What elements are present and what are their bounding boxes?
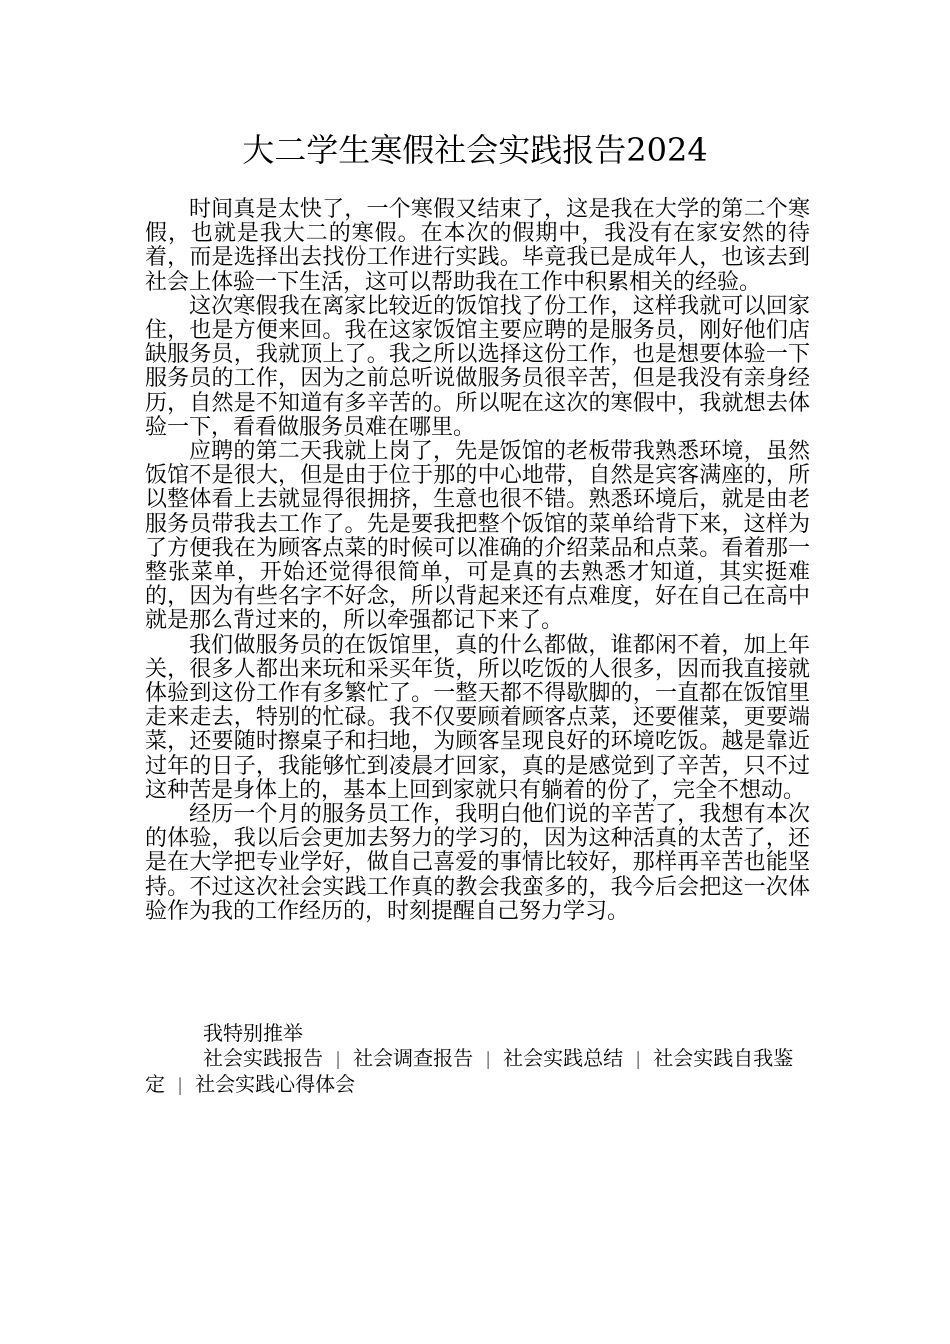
paragraph: 这次寒假我在离家比较近的饭馆找了份工作，这样我就可以回家住，也是方便来回。我在这家饭馆主要应聘的是服务员，刚好他们店缺服务员，我就顶上了。我之所以选择这份工作，也是想要体验一下服务员的工作，因为之前总听说做服务员很辛苦，但是我没有亲身经历，自然是不知道有多辛苦的。所以呢在这次的寒假中，我就想去体验一下，看看做服务员难在哪里。 [145, 293, 810, 440]
link-separator: | [177, 1075, 184, 1096]
paragraph: 我们做服务员的在饭馆里，真的什么都做，谁都闲不着，加上年关，很多人都出来玩和采买年货，所以吃饭的人很多，因而我直接就体验到这份工作有多繁忙了。一整天都不得歇脚的，一直都在饭馆里走来走去，特别的忙碌。我不仅要顾着顾客点菜，还要催菜，更要端菜，还要随时擦桌子和扫地，为顾客呈现良好的环境吃饭。越是靠近过年的日子，我能够忙到凌晨才回家，真的是感觉到了辛苦，只不过这种苦是身体上的，基本上回到家就只有躺着的份了，完全不想动。 [145, 632, 810, 803]
recommend-links [145, 1046, 810, 1098]
link-separator: | [635, 1049, 642, 1070]
link-separator: | [485, 1049, 492, 1070]
recommend-link-practice-summary[interactable]: 社会实践总结 [503, 1046, 624, 1070]
recommend-link-self-appraisal[interactable]: 社会实践自我鉴定 [145, 1046, 794, 1096]
paragraph: 时间真是太快了，一个寒假又结束了，这是我在大学的第二个寒假，也就是我大二的寒假。在本次的假期中，我没有在家安然的待着，而是选择出去找份工作进行实践。毕竟我已是成年人，也该去到社会上体验一下生活，这可以帮助我在工作中积累相关的经验。 [145, 197, 810, 295]
recommend-link-practice-report[interactable]: 社会实践报告 [203, 1046, 323, 1070]
link-separator: | [335, 1049, 342, 1070]
recommend-section [145, 1020, 810, 1098]
recommend-heading: 我特别推举 [203, 1021, 303, 1045]
recommend-link-survey-report[interactable]: 社会调查报告 [353, 1046, 474, 1070]
recommend-link-reflections[interactable]: 社会实践心得体会 [195, 1072, 356, 1096]
document-title: 大二学生寒假社会实践报告2024 [242, 131, 708, 169]
paragraph: 应聘的第二天我就上岗了，先是饭馆的老板带我熟悉环境，虽然饭馆不是很大，但是由于位于那的中心地带，自然是宾客满座的，所以整体看上去就显得很拥挤，生意也很不错。熟悉环境后，就是由老服务员带我去工作了。先是要我把整个饭馆的菜单给背下来，这样为了方便我在为顾客点菜的时候可以准确的介绍菜品和点菜。看着那一整张菜单，开始还觉得很简单，可是真的去熟悉才知道，其实挺难的，因为有些名字不好念，所以背起来还有点难度，好在自己在高中就是那么背过来的，所以牵强都记下来了。 [145, 439, 810, 634]
document-body [145, 198, 810, 924]
paragraph: 经历一个月的服务员工作，我明白他们说的辛苦了，我想有本次的体验，我以后会更加去努力的学习的，因为这种活真的太苦了，还是在大学把专业学好，做自己喜爱的事情比较好，那样再辛苦也能坚持。不过这次社会实践工作真的教会我蛮多的，我今后会把这一次体验作为我的工作经历的，时刻提醒自己努力学习。 [145, 802, 810, 924]
